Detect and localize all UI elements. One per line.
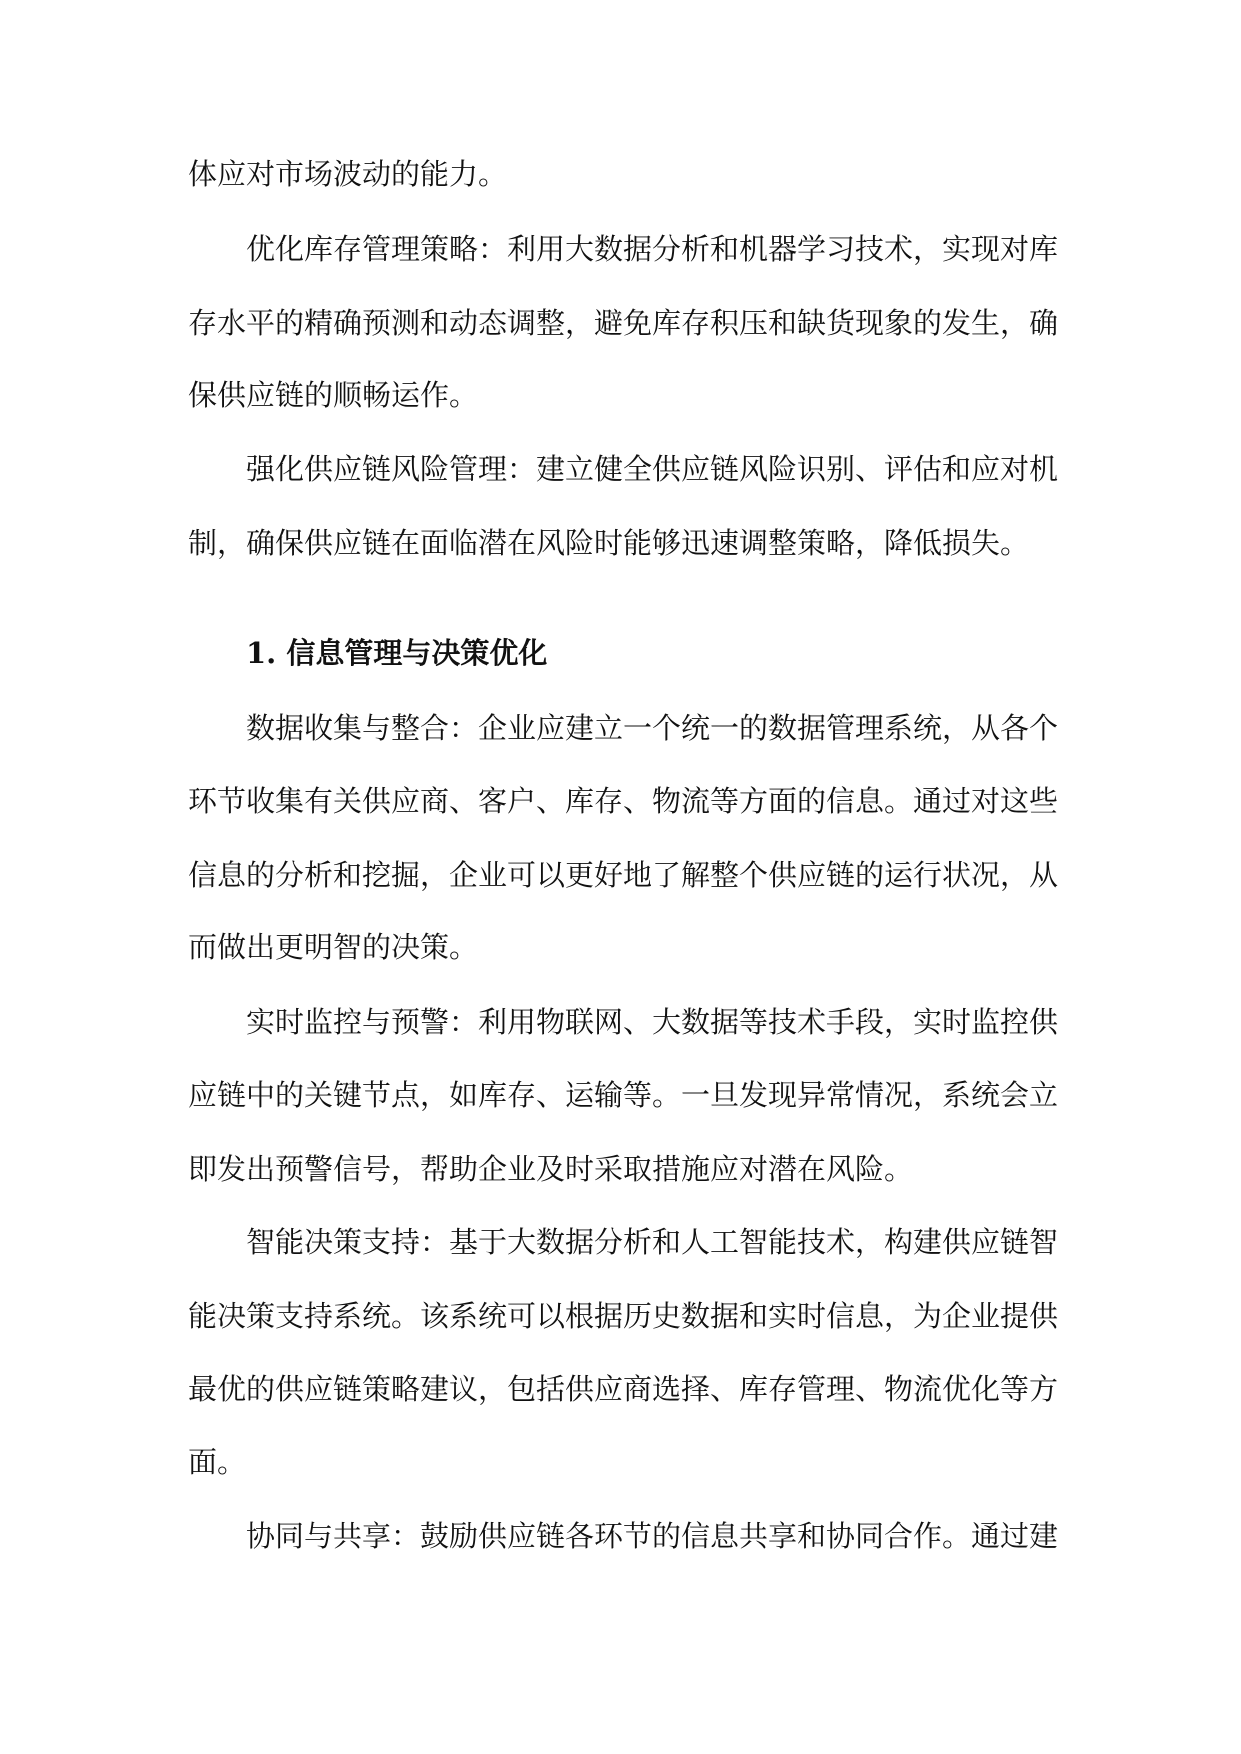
body-text-line: 面。 bbox=[188, 1445, 247, 1479]
body-text-line: 应链中的关键节点，如库存、运输等。一旦发现异常情况，系统会立 bbox=[188, 1078, 1058, 1112]
body-text-line: 即发出预警信号，帮助企业及时采取措施应对潜在风险。 bbox=[188, 1152, 914, 1186]
paragraph-inventory-strategy-start: 优化库存管理策略：利用大数据分析和机器学习技术，实现对库 bbox=[246, 232, 1058, 266]
body-text-line: 能决策支持系统。该系统可以根据历史数据和实时信息，为企业提供 bbox=[188, 1299, 1058, 1333]
body-text-line: 体应对市场波动的能力。 bbox=[188, 157, 508, 191]
paragraph-risk-management-start: 强化供应链风险管理：建立健全供应链风险识别、评估和应对机 bbox=[246, 452, 1058, 486]
body-text-line: 环节收集有关供应商、客户、库存、物流等方面的信息。通过对这些 bbox=[188, 784, 1058, 818]
paragraph-decision-support-start: 智能决策支持：基于大数据分析和人工智能技术，构建供应链智 bbox=[246, 1225, 1058, 1259]
body-text-line: 信息的分析和挖掘，企业可以更好地了解整个供应链的运行状况，从 bbox=[188, 858, 1058, 892]
body-text-line: 最优的供应链策略建议，包括供应商选择、库存管理、物流优化等方 bbox=[188, 1372, 1058, 1406]
section-heading: 1. 信息管理与决策优化 bbox=[246, 636, 548, 670]
body-text-line: 而做出更明智的决策。 bbox=[188, 930, 479, 964]
body-text-line: 存水平的精确预测和动态调整，避免库存积压和缺货现象的发生，确 bbox=[188, 306, 1058, 340]
body-text-line: 制，确保供应链在面临潜在风险时能够迅速调整策略，降低损失。 bbox=[188, 526, 1030, 560]
paragraph-monitoring-start: 实时监控与预警：利用物联网、大数据等技术手段，实时监控供 bbox=[246, 1005, 1058, 1039]
paragraph-data-collection-start: 数据收集与整合：企业应建立一个统一的数据管理系统，从各个 bbox=[246, 711, 1058, 745]
body-text-line: 保供应链的顺畅运作。 bbox=[188, 378, 479, 412]
paragraph-collaboration-start: 协同与共享：鼓励供应链各环节的信息共享和协同合作。通过建 bbox=[246, 1519, 1058, 1553]
